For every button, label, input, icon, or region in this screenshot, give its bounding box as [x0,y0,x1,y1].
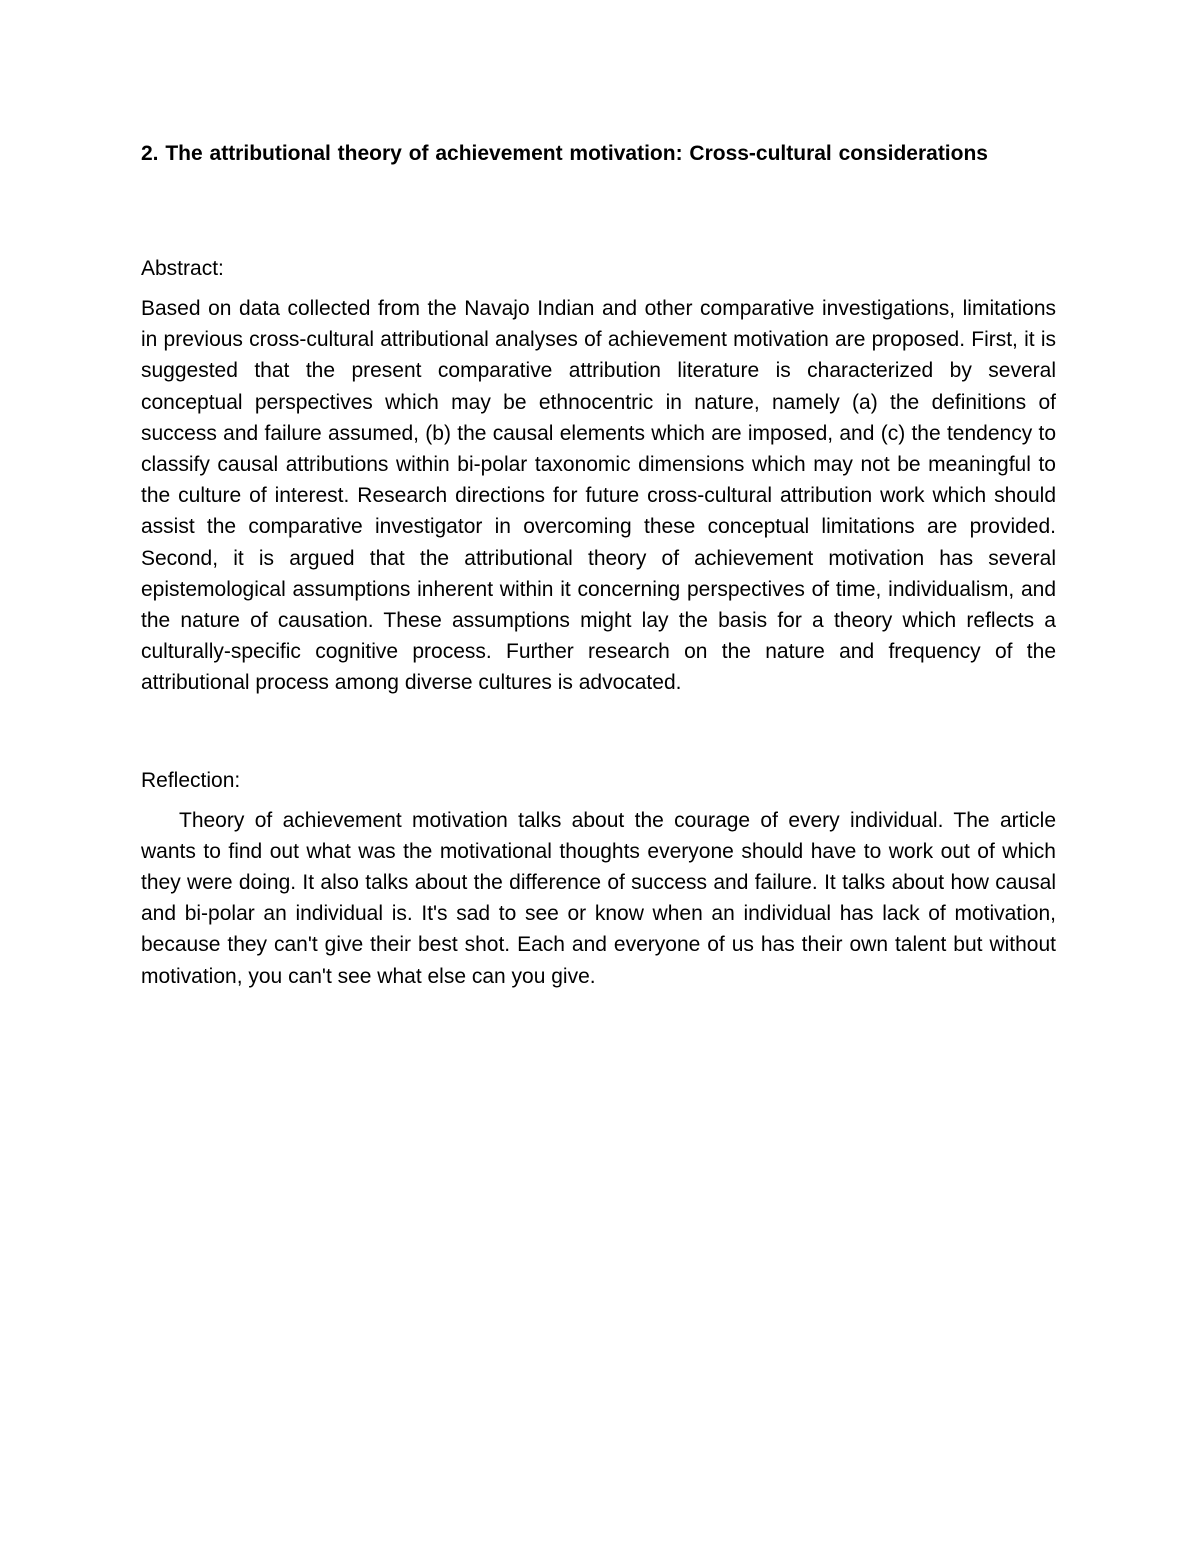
reflection-paragraph: Theory of achievement motivation talks about the courage of every individual. The article wants to find out what was the motivational thoughts everyone should have to work out of which they were doing. It also talks about the difference of success and failure. It talks about how causal and bi-polar an individual is. It's sad to see or know when an individual has lack of motivation, because they can't give their best shot. Each and everyone of us has their own talent but without motivation, you can't see what else can you give. [141,808,1056,988]
reflection-heading: Reflection: [141,768,241,792]
abstract-heading: Abstract: [141,257,224,280]
document-title: 2. The attributional theory of achievement motivation: Cross-cultural considerations [141,142,988,165]
abstract-paragraph: Based on data collected from the Navajo Indian and other comparative investigations, limitations in previous cross-cultural attributional analyses of achievement motivation are proposed. First, it is suggested that the present comparative attribution literature is characterized by several conceptual perspectives which may be ethnocentric in nature, namely (a) the definitions of success and failure assumed, (b) the causal elements which are imposed, and (c) the tendency to classify causal attributions within bi-polar taxonomic dimensions which may not be meaningful to the culture of interest. Research directions for future cross-cultural attribution work which should assist the comparative investigator in overcoming these conceptual limitations are provided. Second, it is argued that the attributional theory of achievement motivation has several epistemological assumptions inherent within it concerning perspectives of time, individualism, and the nature of causation. These assumptions might lay the basis for a theory which reflects a culturally-specific cognitive process. Further research on the nature and frequency of the attributional process among diverse cultures is advocated. [141,297,1056,695]
document-page [141,138,1056,992]
